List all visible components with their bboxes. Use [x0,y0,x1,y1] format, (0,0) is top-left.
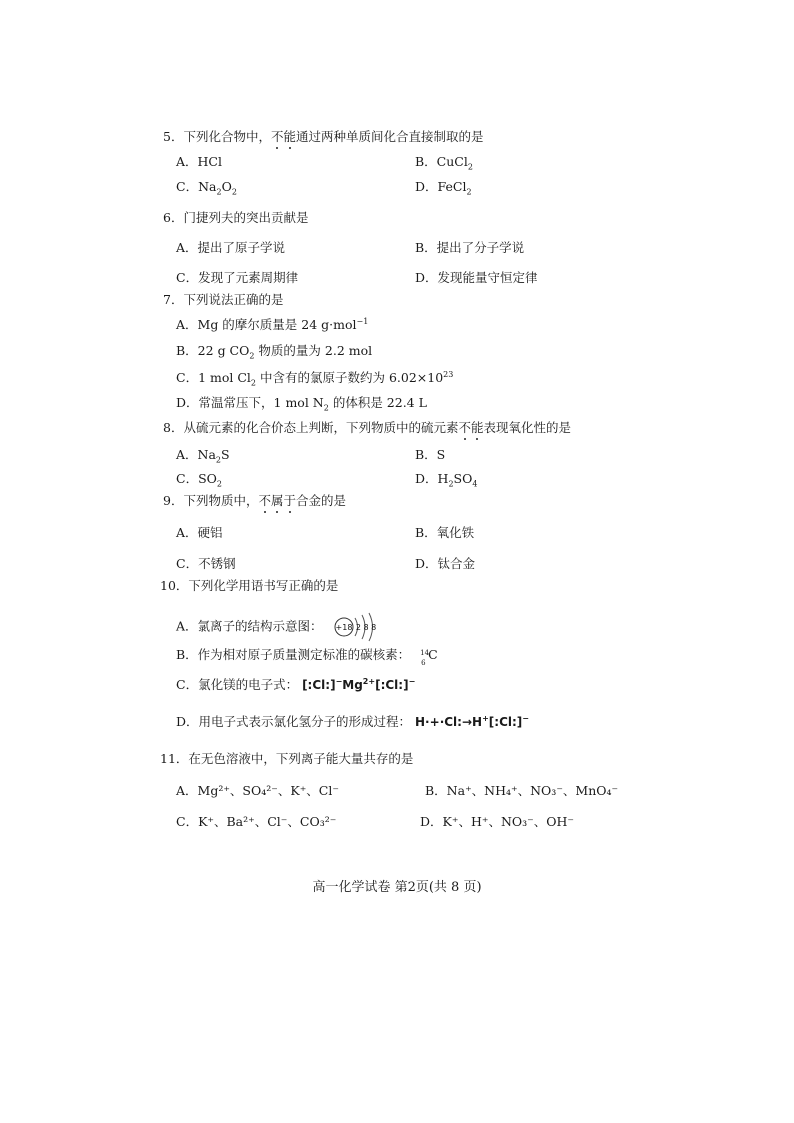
question-7-option-c: C．1 mol $Cl_2$ 中含有的氯原子数约为 $6.02\times 10^{23}$ [176,369,454,388]
hcl-formation-formula: H·+·Cl:→H+[:Cl:]− [415,714,529,729]
emphasis-char: 能 [283,129,296,144]
question-11-option-b: B．Na⁺、NH₄⁺、NO₃⁻、MnO₄⁻ [425,783,619,798]
question-11-stem: 11．在无色溶液中，下列离子能大量共存的是 [160,751,414,766]
electron-shells: 2 8 8 [355,623,376,632]
emphasis-char: 不 [258,493,271,508]
question-8-option-b: B．S [415,447,446,462]
question-6-option-b: B．提出了分子学说 [415,240,525,255]
emphasis-char: 能 [470,420,484,435]
nucleus-charge: +18 [335,623,352,632]
emphasis-char: 不 [270,129,284,144]
question-5-stem: 5．下列化合物中，不能通过两种单质间化合直接制取的是 [163,129,484,144]
question-11-option-c: C．K⁺、Ba²⁺、Cl⁻、CO₃²⁻ [176,814,337,829]
question-7-option-b: B．22 g $CO_2$ 物质的量为 2.2 mol [176,343,373,361]
question-5-option-d: D．FeCl$_2$ [415,179,472,197]
question-10-option-c: C．氯化镁的电子式： $[:Cl:]^-Mg^{2+}[:Cl:]^-$ [176,677,416,692]
question-6-option-d: D．发现能量守恒定律 [415,270,538,285]
question-9-option-a: A．硬铝 [176,525,223,540]
chloride-ion-structure-diagram [333,612,379,642]
question-8-option-d: D．$H_2SO_4$ [415,471,478,489]
mgcl2-electron-formula: $[:Cl:]^-Mg^{2+}[:Cl:]^-$ [302,677,416,692]
question-7-stem: 7．下列说法正确的是 [163,292,284,307]
question-10-option-b: B．作为相对原子质量测定标准的碳核素： 14 6 C [176,647,438,667]
question-11-option-a: A．Mg²⁺、SO₄²⁻、K⁺、Cl⁻ [176,783,339,798]
question-6-stem: 6．门捷列夫的突出贡献是 [163,210,309,225]
emphasis-char: 于 [283,493,297,508]
question-10-stem: 10．下列化学用语书写正确的是 [160,578,339,593]
question-7-option-a: A．Mg 的摩尔质量是 24 g·mol$^{-1}$ [176,316,369,332]
question-9-option-d: D．钛合金 [415,556,476,571]
question-10-option-a: A．氯离子的结构示意图： +18 2 8 8 [176,612,379,642]
question-10-option-d: D．用电子式表示氯化氢分子的形成过程： H·+·Cl:→H+[:Cl:]− [176,714,529,729]
question-8-option-a: A．$Na_2S$ [176,447,230,465]
question-9-stem: 9．下列物质中，不属于合金的是 [163,493,347,508]
isotope-notation: 14 6 [420,649,430,667]
question-5-option-c: C．$Na_2O_2$ [176,179,237,197]
question-5-option-b: B．CuCl$_2$ [415,154,473,172]
question-6-option-a: A．提出了原子学说 [176,240,286,255]
question-6-option-c: C．发现了元素周期律 [176,270,299,285]
question-9-option-b: B．氧化铁 [415,525,475,540]
question-5-option-a: A．HCl [176,154,222,169]
page-footer: 高一化学试卷 第2页(共 8 页) [312,880,482,895]
question-7-option-d: D．常温常压下，1 mol $N_2$ 的体积是 22.4 L [176,395,427,413]
emphasis-char: 属 [270,493,284,508]
question-8-option-c: C．$SO_2$ [176,471,222,489]
question-11-option-d: D．K⁺、H⁺、NO₃⁻、OH⁻ [420,814,574,829]
question-8-stem: 8．从硫元素的化合价态上判断，下列物质中的硫元素不能表现氧化性的是 [163,420,572,435]
emphasis-char: 不 [458,420,471,435]
question-9-option-c: C．不锈钢 [176,556,236,571]
